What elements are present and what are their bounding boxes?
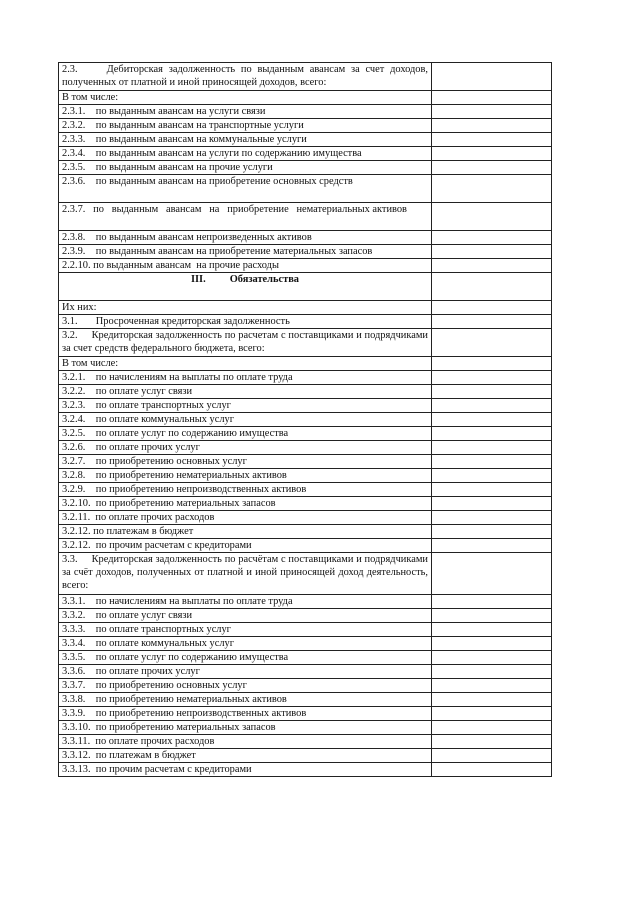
row-label-cell <box>59 455 432 469</box>
table-row <box>59 147 552 161</box>
table-row <box>59 329 552 357</box>
table-row <box>59 119 552 133</box>
table-row <box>59 161 552 175</box>
row-text: 3.2.10. по приобретению материальных запасов <box>62 498 276 509</box>
table-row <box>59 91 552 105</box>
value-cell <box>432 707 552 721</box>
row-label-cell <box>59 637 432 651</box>
row-text: 3.3.3. по оплате транспортных услуг <box>62 624 231 635</box>
table-row <box>59 539 552 553</box>
table-row <box>59 693 552 707</box>
row-text: 3.2.4. по оплате коммунальных услуг <box>62 414 234 425</box>
value-cell <box>432 441 552 455</box>
row-label-cell <box>59 511 432 525</box>
row-text: 3.2.2. по оплате услуг связи <box>62 386 193 397</box>
table-row <box>59 413 552 427</box>
value-cell <box>432 721 552 735</box>
row-label-cell <box>59 441 432 455</box>
row-label-cell <box>59 651 432 665</box>
row-text: 3.3.1. по начислениям на выплаты по оплате труда <box>62 596 293 607</box>
table-row <box>59 259 552 273</box>
row-text: 3.2.7. по приобретению основных услуг <box>62 456 247 467</box>
value-cell <box>432 203 552 231</box>
row-text: 3.2.5. по оплате услуг по содержанию имущества <box>62 428 289 439</box>
row-text: 3.2.12. по платежам в бюджет <box>62 526 194 537</box>
table-row <box>59 595 552 609</box>
value-cell <box>432 273 552 301</box>
row-text: 2.3.3. по выданным авансам на коммунальные услуги <box>62 134 307 145</box>
table-row <box>59 707 552 721</box>
row-text: 3.3.13. по прочим расчетам с кредиторами <box>62 764 252 775</box>
report-table <box>58 62 552 777</box>
row-text: 3.2.1. по начислениям на выплаты по оплате труда <box>62 372 293 383</box>
row-label-cell <box>59 147 432 161</box>
value-cell <box>432 665 552 679</box>
table-row <box>59 315 552 329</box>
table-row <box>59 231 552 245</box>
section-header-row <box>59 273 552 301</box>
row-label-cell <box>59 203 432 231</box>
row-text: 2.3.7. по выданным авансам на приобретение нематериальных активов <box>62 204 407 215</box>
value-cell <box>432 413 552 427</box>
value-cell <box>432 651 552 665</box>
value-cell <box>432 315 552 329</box>
row-label-cell <box>59 469 432 483</box>
table-row <box>59 357 552 371</box>
row-text: 3.3.11. по оплате прочих расходов <box>62 736 215 747</box>
row-label-cell <box>59 273 432 301</box>
report-table-body <box>59 63 552 777</box>
value-cell <box>432 105 552 119</box>
row-label-cell <box>59 721 432 735</box>
row-label-cell <box>59 427 432 441</box>
row-text: 3.2.8. по приобретению нематериальных активов <box>62 470 287 481</box>
row-label-cell <box>59 399 432 413</box>
value-cell <box>432 637 552 651</box>
value-cell <box>432 763 552 777</box>
row-text: 2.3.4. по выданным авансам на услуги по содержанию имущества <box>62 148 362 159</box>
table-row <box>59 511 552 525</box>
table-row <box>59 455 552 469</box>
table-row <box>59 301 552 315</box>
row-text: 3.3.8. по приобретению нематериальных активов <box>62 694 287 705</box>
row-text: 3.2.9. по приобретению непроизводственных активов <box>62 484 307 495</box>
value-cell <box>432 119 552 133</box>
value-cell <box>432 63 552 91</box>
table-row <box>59 399 552 413</box>
row-label-cell <box>59 679 432 693</box>
table-row <box>59 651 552 665</box>
table-row <box>59 469 552 483</box>
row-text: 2.3.6. по выданным авансам на приобретение основных средств <box>62 176 353 187</box>
table-row <box>59 497 552 511</box>
value-cell <box>432 371 552 385</box>
row-text: Их них: <box>62 302 97 313</box>
value-cell <box>432 469 552 483</box>
table-row <box>59 749 552 763</box>
table-row <box>59 133 552 147</box>
value-cell <box>432 133 552 147</box>
value-cell <box>432 609 552 623</box>
value-cell <box>432 147 552 161</box>
row-text: 3.3. Кредиторская задолженность по расчётам с поставщиками и подрядчиками за счёт доходов, полученных от платной и иной приносящей доход деятельность, всего: <box>62 554 431 591</box>
row-text: 3.2.12. по прочим расчетам с кредиторами <box>62 540 252 551</box>
row-label-cell <box>59 525 432 539</box>
row-text: 3.2.11. по оплате прочих расходов <box>62 512 215 523</box>
table-row <box>59 427 552 441</box>
value-cell <box>432 595 552 609</box>
table-row <box>59 105 552 119</box>
value-cell <box>432 329 552 357</box>
row-text: В том числе: <box>62 358 119 369</box>
value-cell <box>432 735 552 749</box>
table-row <box>59 763 552 777</box>
row-text: 3.3.2. по оплате услуг связи <box>62 610 193 621</box>
table-row <box>59 721 552 735</box>
value-cell <box>432 399 552 413</box>
row-label-cell <box>59 175 432 203</box>
value-cell <box>432 693 552 707</box>
row-label-cell <box>59 483 432 497</box>
row-label-cell <box>59 553 432 595</box>
table-row <box>59 665 552 679</box>
value-cell <box>432 455 552 469</box>
value-cell <box>432 427 552 441</box>
row-text: 2.3.1. по выданным авансам на услуги связи <box>62 106 266 117</box>
row-label-cell <box>59 315 432 329</box>
row-text: 3.1. Просроченная кредиторская задолженность <box>62 316 290 327</box>
row-label-cell <box>59 371 432 385</box>
row-text: 2.3.2. по выданным авансам на транспортные услуги <box>62 120 304 131</box>
row-text: 2.3.5. по выданным авансам на прочие услуги <box>62 162 273 173</box>
row-text: 3.3.7. по приобретению основных услуг <box>62 680 247 691</box>
value-cell <box>432 259 552 273</box>
table-row <box>59 637 552 651</box>
row-text: 3.3.9. по приобретению непроизводственных активов <box>62 708 307 719</box>
row-label-cell <box>59 693 432 707</box>
row-text: 3.3.4. по оплате коммунальных услуг <box>62 638 234 649</box>
row-label-cell <box>59 539 432 553</box>
row-label-cell <box>59 245 432 259</box>
row-label-cell <box>59 665 432 679</box>
section-number: III. <box>190 274 206 285</box>
row-label-cell <box>59 231 432 245</box>
row-label-cell <box>59 91 432 105</box>
row-label-cell <box>59 161 432 175</box>
row-label-cell <box>59 119 432 133</box>
value-cell <box>432 357 552 371</box>
value-cell <box>432 301 552 315</box>
row-text: 3.2.6. по оплате прочих услуг <box>62 442 200 453</box>
value-cell <box>432 245 552 259</box>
table-row <box>59 483 552 497</box>
row-text: 2.3.8. по выданным авансам непроизведенных активов <box>62 232 312 243</box>
row-text: 3.3.6. по оплате прочих услуг <box>62 666 200 677</box>
row-text: 2.3.9. по выданным авансам на приобретение материальных запасов <box>62 246 373 257</box>
row-label-cell <box>59 357 432 371</box>
row-label-cell <box>59 623 432 637</box>
section-title: Обязательства <box>229 274 300 285</box>
row-label-cell <box>59 609 432 623</box>
value-cell <box>432 231 552 245</box>
row-label-cell <box>59 301 432 315</box>
table-row <box>59 525 552 539</box>
row-text: 3.3.12. по платежам в бюджет <box>62 750 196 761</box>
row-text: 2.2.10. по выданным авансам на прочие расходы <box>62 260 279 271</box>
table-row <box>59 63 552 91</box>
table-row <box>59 735 552 749</box>
value-cell <box>432 749 552 763</box>
row-text: 3.2. Кредиторская задолженность по расчетам с поставщиками и подрядчиками за счет средств федерального бюджета, всего: <box>62 330 431 354</box>
row-label-cell <box>59 133 432 147</box>
row-text: 3.3.10. по приобретению материальных запасов <box>62 722 276 733</box>
value-cell <box>432 511 552 525</box>
row-label-cell <box>59 105 432 119</box>
row-label-cell <box>59 329 432 357</box>
row-text: В том числе: <box>62 92 119 103</box>
value-cell <box>432 525 552 539</box>
table-row <box>59 553 552 595</box>
table-row <box>59 371 552 385</box>
table-row <box>59 385 552 399</box>
row-label-cell <box>59 63 432 91</box>
value-cell <box>432 91 552 105</box>
value-cell <box>432 175 552 203</box>
row-label-cell <box>59 763 432 777</box>
row-label-cell <box>59 497 432 511</box>
value-cell <box>432 623 552 637</box>
value-cell <box>432 483 552 497</box>
row-text: 3.2.3. по оплате транспортных услуг <box>62 400 231 411</box>
value-cell <box>432 553 552 595</box>
row-text: 2.3. Дебиторская задолженность по выданным авансам за счет доходов, полученных от платной и иной приносящей доходов, всего: <box>62 64 431 88</box>
table-row <box>59 609 552 623</box>
table-row <box>59 679 552 693</box>
table-row <box>59 441 552 455</box>
value-cell <box>432 539 552 553</box>
row-label-cell <box>59 749 432 763</box>
table-row <box>59 203 552 231</box>
table-row <box>59 245 552 259</box>
row-label-cell <box>59 707 432 721</box>
row-label-cell <box>59 385 432 399</box>
table-row <box>59 623 552 637</box>
row-label-cell <box>59 735 432 749</box>
row-text: 3.3.5. по оплате услуг по содержанию имущества <box>62 652 289 663</box>
row-label-cell <box>59 595 432 609</box>
value-cell <box>432 679 552 693</box>
table-row <box>59 175 552 203</box>
row-label-cell <box>59 259 432 273</box>
value-cell <box>432 161 552 175</box>
value-cell <box>432 385 552 399</box>
row-label-cell <box>59 413 432 427</box>
value-cell <box>432 497 552 511</box>
